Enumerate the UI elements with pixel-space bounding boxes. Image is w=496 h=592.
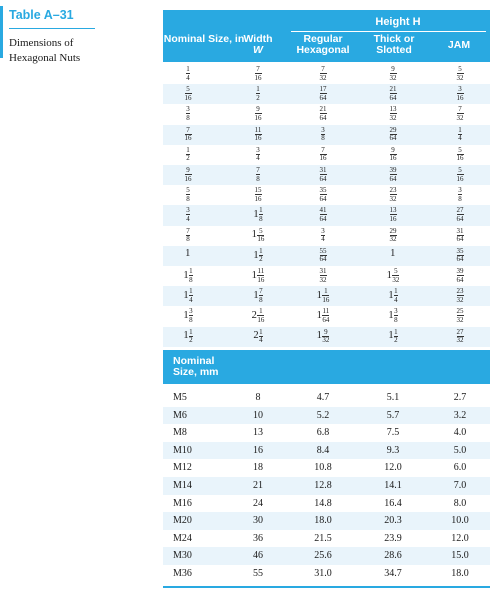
cell-regular-hexagonal: $\frac{17}{64}$ <box>319 85 327 102</box>
cell-thick-or-slotted: $\frac{29}{64}$ <box>389 125 397 143</box>
cell-nominal-size: $\frac{5}{8}$ <box>186 186 190 203</box>
header-width <box>231 34 285 56</box>
cell-nominal-size: $\frac{1}{4}$ <box>186 65 190 82</box>
table-row <box>163 512 490 530</box>
cell-regular-hexagonal: 31.0 <box>314 568 332 579</box>
cell-jam: $\frac{23}{32}$ <box>456 287 464 304</box>
cell-thick-or-slotted: $\frac{39}{64}$ <box>389 166 397 183</box>
cell-nominal-size: M12 <box>173 462 192 474</box>
cell-width: $\frac{11}{16}$ <box>254 125 262 143</box>
caption-accent-bar <box>0 6 3 58</box>
table-row <box>163 477 490 495</box>
header-height: Height H <box>375 16 421 28</box>
cell-jam: 18.0 <box>451 568 469 579</box>
cell-nominal-size: M36 <box>173 568 192 579</box>
table-row <box>163 389 490 407</box>
header-width-label: Width <box>243 33 273 45</box>
cell-width: $\frac{7}{16}$ <box>254 65 262 82</box>
table-row <box>163 286 490 306</box>
cell-width: $\frac{1}{2}$ <box>256 85 260 102</box>
cell-width: 18 <box>253 462 263 474</box>
cell-width: 46 <box>253 550 263 562</box>
table-row <box>163 104 490 124</box>
cell-thick-or-slotted: 28.6 <box>384 550 402 562</box>
cell-jam: $\frac{3}{16}$ <box>456 85 464 102</box>
cell-thick-or-slotted: $\frac{23}{32}$ <box>389 186 397 203</box>
cell-width: 1 $\frac{1}{2}$ <box>253 246 263 264</box>
cell-regular-hexagonal: 8.4 <box>316 444 330 456</box>
cell-jam: $\frac{35}{64}$ <box>456 246 464 264</box>
table-description: Dimensions of Hexagonal Nuts <box>9 37 81 64</box>
table-row <box>163 266 490 286</box>
cell-jam: $\frac{5}{16}$ <box>456 145 464 163</box>
cell-regular-hexagonal: $\frac{41}{64}$ <box>319 206 327 223</box>
cell-nominal-size: M10 <box>173 444 192 456</box>
cell-width: 16 <box>253 444 263 456</box>
cell-jam: $\frac{1}{4}$ <box>458 125 462 143</box>
cell-nominal-size: M16 <box>173 497 192 509</box>
cell-thick-or-slotted: 12.0 <box>384 462 402 474</box>
cell-jam: $\frac{5}{16}$ <box>456 166 464 183</box>
cell-regular-hexagonal: 14.8 <box>314 497 332 509</box>
cell-width: 24 <box>253 497 263 509</box>
cell-jam: $\frac{7}{32}$ <box>456 105 464 122</box>
table-row <box>163 424 490 442</box>
cell-regular-hexagonal: $\frac{55}{64}$ <box>319 246 327 264</box>
header-width-symbol: W <box>253 44 263 56</box>
cell-thick-or-slotted: $\frac{29}{32}$ <box>389 226 397 244</box>
cell-thick-or-slotted: 20.3 <box>384 515 402 527</box>
table-label: Table A–31 <box>9 8 74 22</box>
cell-nominal-size: M24 <box>173 532 192 544</box>
cell-width: 30 <box>253 515 263 527</box>
cell-nominal-size: 1 <box>185 247 191 259</box>
table-row <box>163 205 490 225</box>
cell-nominal-size: $\frac{9}{16}$ <box>184 166 192 183</box>
cell-thick-or-slotted: 7.5 <box>386 427 400 439</box>
header-nominal-size-mm: Nominal Size, mm <box>173 355 219 378</box>
cell-width: 13 <box>253 427 263 439</box>
header-nominal-size-in: Nominal Size, in <box>163 33 245 45</box>
table-row <box>163 165 490 185</box>
table-row <box>163 407 490 425</box>
inch-table-header <box>163 10 490 62</box>
table-row <box>163 64 490 84</box>
cell-thick-or-slotted: 9.3 <box>386 444 400 456</box>
cell-regular-hexagonal: $\frac{31}{32}$ <box>319 267 327 284</box>
cell-width: 21 <box>253 480 263 491</box>
cell-thick-or-slotted: 1 $\frac{3}{8}$ <box>388 307 398 324</box>
cell-width: 8 <box>255 392 261 403</box>
table-row <box>163 530 490 548</box>
cell-regular-hexagonal: 1 $\frac{1}{16}$ <box>316 287 330 304</box>
cell-nominal-size: M6 <box>173 409 187 421</box>
header-thick-or-slotted: Thick or Slotted <box>373 33 415 56</box>
cell-nominal-size: $\frac{3}{4}$ <box>186 206 190 223</box>
table-row <box>163 565 490 583</box>
cell-thick-or-slotted: 5.1 <box>386 392 400 403</box>
cell-jam: $\frac{5}{32}$ <box>456 65 464 82</box>
cell-thick-or-slotted: 1 <box>390 247 396 259</box>
cell-regular-hexagonal: 10.8 <box>314 462 332 474</box>
cell-thick-or-slotted: $\frac{21}{64}$ <box>389 85 397 102</box>
cell-nominal-size: 1 $\frac{1}{2}$ <box>183 327 193 345</box>
cell-thick-or-slotted: $\frac{9}{16}$ <box>389 145 397 163</box>
table-bottom-rule <box>163 586 490 588</box>
cell-width: 2 $\frac{1}{4}$ <box>253 327 263 345</box>
cell-thick-or-slotted: 1 $\frac{1}{4}$ <box>388 287 398 304</box>
cell-nominal-size: 1 $\frac{1}{8}$ <box>183 267 193 284</box>
cell-jam: 12.0 <box>451 532 469 544</box>
cell-jam: 2.7 <box>453 392 467 403</box>
cell-jam: $\frac{27}{64}$ <box>456 206 464 223</box>
cell-thick-or-slotted: 1 $\frac{5}{32}$ <box>386 267 400 284</box>
cell-nominal-size: M30 <box>173 550 192 562</box>
table-row <box>163 327 490 347</box>
cell-thick-or-slotted: 16.4 <box>384 497 402 509</box>
cell-thick-or-slotted: 23.9 <box>384 532 402 544</box>
cell-nominal-size: $\frac{7}{8}$ <box>186 226 190 244</box>
cell-width: 10 <box>253 409 263 421</box>
cell-regular-hexagonal: $\frac{21}{64}$ <box>319 105 327 122</box>
table-row <box>163 306 490 326</box>
cell-jam: 6.0 <box>453 462 467 474</box>
table-row <box>163 185 490 205</box>
cell-regular-hexagonal: $\frac{7}{16}$ <box>319 145 327 163</box>
table-row <box>163 145 490 165</box>
cell-nominal-size: M8 <box>173 427 187 439</box>
cell-jam: 7.0 <box>453 480 467 491</box>
table-row <box>163 84 490 104</box>
caption-rule <box>9 28 95 29</box>
cell-thick-or-slotted: 34.7 <box>384 568 402 579</box>
cell-regular-hexagonal: $\frac{7}{32}$ <box>319 65 327 82</box>
cell-nominal-size: $\frac{1}{2}$ <box>186 145 190 163</box>
cell-jam: $\frac{27}{32}$ <box>456 327 464 345</box>
cell-jam: 3.2 <box>453 409 467 421</box>
cell-jam: 5.0 <box>453 444 467 456</box>
cell-regular-hexagonal: 6.8 <box>316 427 330 439</box>
cell-width: 36 <box>253 532 263 544</box>
cell-jam: 10.0 <box>451 515 469 527</box>
cell-regular-hexagonal: 1 $\frac{11}{64}$ <box>316 307 330 324</box>
cell-regular-hexagonal: 25.6 <box>314 550 332 562</box>
table-row <box>163 459 490 477</box>
cell-regular-hexagonal: 12.8 <box>314 480 332 491</box>
mm-table-header <box>163 350 490 384</box>
cell-thick-or-slotted: 1 $\frac{1}{2}$ <box>388 327 398 345</box>
cell-nominal-size: 1 $\frac{1}{4}$ <box>183 287 193 304</box>
table-row <box>163 547 490 565</box>
cell-nominal-size: M14 <box>173 480 192 491</box>
cell-width: $\frac{15}{16}$ <box>254 186 262 203</box>
cell-regular-hexagonal: $\frac{3}{8}$ <box>321 125 325 143</box>
cell-nominal-size: 1 $\frac{3}{8}$ <box>183 307 193 324</box>
cell-nominal-size: M5 <box>173 392 187 403</box>
cell-jam: 4.0 <box>453 427 467 439</box>
cell-nominal-size: M20 <box>173 515 192 527</box>
table-row <box>163 495 490 513</box>
cell-width: 1 $\frac{1}{8}$ <box>253 206 263 223</box>
cell-width: $\frac{7}{8}$ <box>256 166 260 183</box>
cell-thick-or-slotted: 14.1 <box>384 480 402 491</box>
cell-width: $\frac{3}{4}$ <box>256 145 260 163</box>
cell-regular-hexagonal: $\frac{31}{64}$ <box>319 166 327 183</box>
table-row <box>163 442 490 460</box>
table-row <box>163 246 490 266</box>
cell-width: $\frac{9}{16}$ <box>254 105 262 122</box>
cell-jam: 15.0 <box>451 550 469 562</box>
cell-thick-or-slotted: $\frac{9}{32}$ <box>389 65 397 82</box>
cell-regular-hexagonal: 1 $\frac{9}{32}$ <box>316 327 330 345</box>
cell-width: 2 $\frac{1}{16}$ <box>251 307 265 324</box>
cell-thick-or-slotted: $\frac{13}{16}$ <box>389 206 397 223</box>
table-row <box>163 226 490 246</box>
cell-regular-hexagonal: 4.7 <box>316 392 330 403</box>
cell-jam: $\frac{39}{64}$ <box>456 267 464 284</box>
cell-jam: $\frac{3}{8}$ <box>458 186 462 203</box>
cell-width: 55 <box>253 568 263 579</box>
cell-thick-or-slotted: $\frac{13}{32}$ <box>389 105 397 122</box>
cell-width: 1 $\frac{11}{16}$ <box>251 267 265 284</box>
cell-thick-or-slotted: 5.7 <box>386 409 400 421</box>
table-row <box>163 125 490 145</box>
cell-regular-hexagonal: 5.2 <box>316 409 330 421</box>
cell-nominal-size: $\frac{5}{16}$ <box>184 85 192 102</box>
cell-nominal-size: $\frac{7}{16}$ <box>184 125 192 143</box>
cell-regular-hexagonal: 21.5 <box>314 532 332 544</box>
cell-nominal-size: $\frac{3}{8}$ <box>186 105 190 122</box>
cell-width: 1 $\frac{5}{16}$ <box>251 226 265 244</box>
cell-regular-hexagonal: 18.0 <box>314 515 332 527</box>
cell-jam: $\frac{31}{64}$ <box>456 226 464 244</box>
cell-jam: $\frac{25}{32}$ <box>456 307 464 324</box>
cell-width: 1 $\frac{7}{8}$ <box>253 287 263 304</box>
header-height-rule <box>291 31 486 32</box>
cell-regular-hexagonal: $\frac{3}{4}$ <box>321 226 325 244</box>
cell-regular-hexagonal: $\frac{35}{64}$ <box>319 186 327 203</box>
cell-jam: 8.0 <box>453 497 467 509</box>
header-jam: JAM <box>447 39 471 51</box>
header-regular-hexagonal: Regular Hexagonal <box>296 33 350 56</box>
